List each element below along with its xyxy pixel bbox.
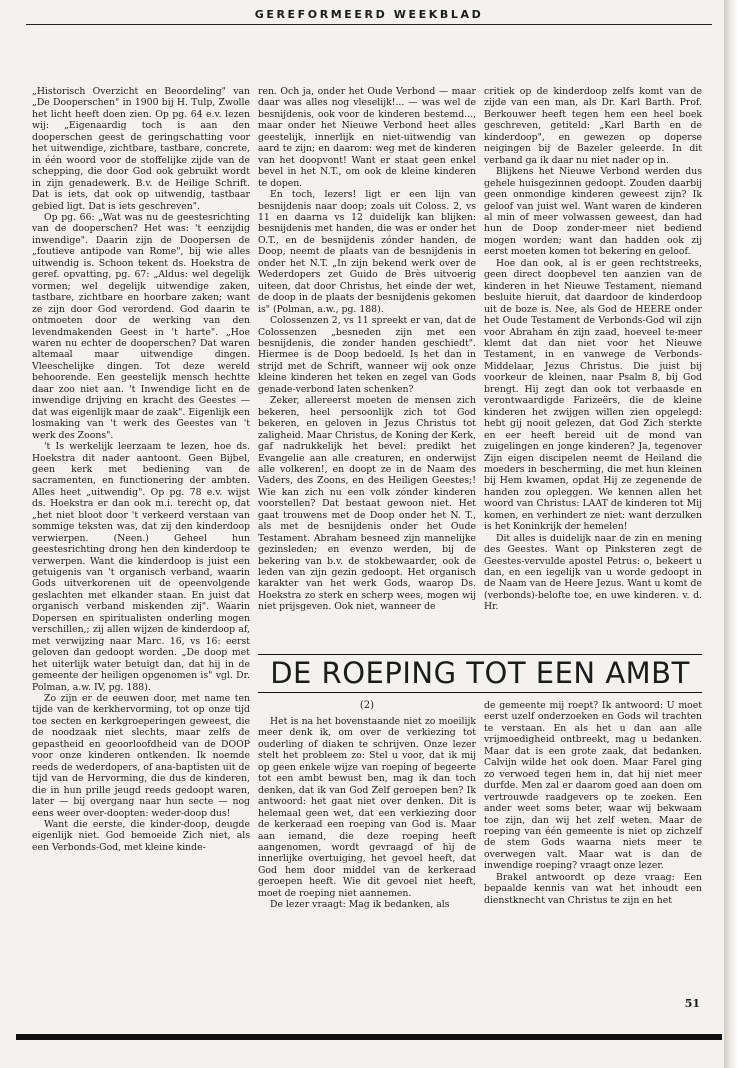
paragraph: Hoe dan ook, al is er geen rechtstreeks, geen direct doopbevel ten aanzien van de kinderen in het Nieuwe Testament, niemand besluite hieruit, dat daardoor de kinderdoop uit de boze is. Nee, als God de HEERE onder het Oude Testament de Verbonds-God wil zijn voor Abraham én zijn zaad, hoeveel te-meer klemt dat dan niet voor het Nieuwe Testament, in en vanwege de Verbonds-Middelaar, Jezus Christus. Die juist bij voorkeur de kleinen, naar Psalm 8, bij God brengt. Hij zegt dan ook tot verbaasde en verontwaardigde Farizeërs, die de kleine kinderen het zwijgen willen zien opgelegd: hebt gij nooit gelezen, dat God Zich sterkte en eer heeft bereid uit de mond van zuigelingen en jonge kinderen? Ja, tegenover Zijn eigen discipelen neemt de Heiland die moeders in bescherming, die met hun kleinen bij Hem kwamen, opdat Hij ze zegenende de handen zou opleggen. We kennen allen het woord van Christus: LAAT de kinderen tot Mij komen, en verhindert ze niet: want derzulken is het Koninkrijk der hemelen! bbox=[484, 257, 702, 533]
paragraph: Het is na het bovenstaande niet zo moeilijk meer denk ik, om over de verkiezing tot ouderling of diaken te schrijven. Onze lezer stelt het probleem zo: Stel u voor, dat ik mij op geen enkele wijze van roeping of begeerte tot een ambt bewust ben, mag ik dan toch denken, dat ik van God Zelf geroepen ben? Ik antwoord: het gaat niet over denken. Dit is helemaal geen wet, dat een verkiezing door de kerkeraad een roeping van God is. Maar aan iemand, die deze roeping heeft aangenomen, wordt gevraagd of hij de innerlijke overtuiging, het gevoel heeft, dat God hem door middel van de kerkeraad geroepen heeft. Wie dit gevoel niet heeft, moet de roeping niet aannemen. bbox=[258, 716, 476, 899]
paragraph: „Historisch Overzicht en Beoordeling" van „De Dooperschen" in 1900 bij H. Tulp, Zwolle het licht heeft doen zien. Op pg. 64 e.v. lezen wij: „Eigenaardig toch is aan den dooperschen geest de geringschatting voor het uitwendige, zichtbare, tastbare, concrete, in één woord voor de stoffelijke zijde van de schepping, die door God ook gebruikt wordt in zijn genadewerk. B.v. de Heilige Schrift. Dat is iets, dat ook op uitwendig, tastbaar gebied ligt. Dat is iets geschreven". bbox=[32, 86, 250, 212]
article-number: (2) bbox=[359, 700, 375, 711]
paragraph: critiek op de kinderdoop zelfs komt van de zijde van een man, als Dr. Karl Barth. Prof. Berkouwer heeft tegen hem een heel boek geschreven, getiteld: „Karl Barth en de kinderdoop", en gewezen op doperse neigingen bij de Bazeler geleerde. In dit verband ga ik daar nu niet nader op in. bbox=[484, 86, 702, 166]
paragraph: Brakel antwoordt op deze vraag: Een bepaalde kennis van wat het inhoudt een dienstknecht van Christus te zijn en het bbox=[484, 871, 702, 906]
paragraph: Blijkens het Nieuwe Verbond werden dus gehele huisgezinnen gedoopt. Zouden daarbij geen onmondige kinderen geweest zijn? Ik geloof van juist wel. Want waren de kinderen al min of meer volwassen geweest, dan had hun de Doop zonder-meer niet bediend mogen worden; want dan hadden ook zij eerst moeten komen tot bekering en geloof. bbox=[484, 166, 702, 258]
column-1 bbox=[32, 86, 250, 853]
paragraph: Colossenzen 2, vs 11 spreekt er van, dat de Colossenzen „besneden zijn met een besnijdenis, die zonder handen geschiedt". Hiermee is de Doop bedoeld. Is het dan in strijd met de Schrift, wanneer wij ook onze kleine kinderen het teken en zegel van Gods genade-verbond laten schenken? bbox=[258, 315, 476, 395]
paragraph bbox=[484, 533, 702, 613]
article-column-right bbox=[484, 700, 702, 906]
paragraph-text: Dit alles is duidelijk naar de zin en mening des Geestes. Want op Pinksteren zegt de Geestes-vervulde apostel Petrus: o, bekeert u dan, en een iegelijk van u worde gedoopt in de Naam van de Heere Jezus. Want u komt de (verbonds)-belofte toe, en uwe kinderen. bbox=[484, 532, 702, 601]
paragraph: de gemeente mij roept? Ik antwoord: U moet eerst uzelf onderzoeken en Gods wil trachten te verstaan. En als het u dan aan alle vrijmoedigheid ontbreekt, mag u bedanken. Maar dat is een grote zaak, dat bedanken. Calvijn wilde het ook doen. Maar Farel ging zo verwoed tegen hem in, dat hij niet meer durfde. Men zal er daarom goed aan doen om vertrouwde raadgevers op te zoeken. Een ander weet soms beter, waar wij bekwaam toe zijn, dan wij het zelf weten. Maar de roeping van één gemeente is niet op zichzelf de stem Gods waarna niets meer te overwegen valt. Maar wat is dan de inwendige roeping? vraagt onze lezer. bbox=[484, 700, 702, 872]
paragraph: ren. Och ja, onder het Oude Verbond — maar daar was alles nog vleselijk!... — was wel de besnijdenis, ook voor de kinderen bestemd..., maar onder het Nieuwe Verbond heet alles geestelijk, innerlijk en niet-uitwendig van aard te zijn; en daarom: weg met de kinderen van het doopvont! Want er staat geen enkel bevel in het N.T., om ook de kleine kinderen te dopen. bbox=[258, 86, 476, 189]
paragraph: Zeker, allereerst moeten de mensen zich bekeren, heel persoonlijk zich tot God bekeren, en geloven in Jezus Christus tot zaligheid. Maar Christus, de Koning der Kerk, gaf nadrukkelijk het bevel: predikt het Evangelie aan alle creaturen, en onderwijst alle volkeren!, en doopt ze in de Naam des Vaders, des Zoons, en des Heiligen Geestes;! Wie kan zich nu een volk zónder kinderen voorstellen? Dat bestaat gewoon niet. Het gaat trouwens met de Doop onder het N. T., als met de besnijdenis onder het Oude Testament. Abraham besneed zijn mannelijke gezinsleden; en evenzo werden, bij de bekering van b.v. de stokbewaarder, ook de leden van zijn gezin gedoopt. Het organisch karakter van het werk Gods, waarop Ds. Hoekstra zo sterk en scherp wees, mogen wij niet prijsgeven. Ook niet, wanneer de bbox=[258, 395, 476, 613]
paragraph: Op pg. 66: „Wat was nu de geestesrichting van de dooperschen? Het was: 't eenzijdig inwendige". Daarin zijn de Doopersen de „foutieve antipode van Rome", bij wie alles uitwendig is. Schoon tekent ds. Hoekstra de geref. opvatting, pg. 67: „Aldus: wel degelijk vormen; wel degelijk uitwendige zaken, tastbare, zichtbare en hoorbare zaken; want ze zijn door God verordend. God daarin te ontmoeten door de werking van den levendmakenden Geest in 't harte". „Hoe waren nu echter de dooperschen? Dat waren altemaal maar uitwendige dingen. Vleeschelijke dingen. Tot deze wereld behoorende. Een geestelijk mensch hechtte daar zoo niet aan. 't Inwendige licht en de inwendige drijving en kracht des Geestes — dat was eigenlijk maar de zaak". Eigenlijk een losmaking van 't werk des Geestes van 't werk des Zoons". bbox=[32, 211, 250, 441]
title-rule-top bbox=[258, 654, 702, 655]
bottom-rule bbox=[16, 1034, 722, 1040]
title-rule-bottom bbox=[258, 692, 702, 693]
paragraph: En toch, lezers! ligt er een lijn van besnijdenis naar doop; zoals uit Coloss. 2, vs 11 en daarna vs 12 duidelijk kan blijken: besnijdenis met handen, die was er onder het O.T., en de besnijdenis zónder handen, de Doop, neemt de plaats van de besnijdenis in onder het N.T. „In zijn bekend werk over de Wederdopers zet Guido de Brès uitvoerig uiteen, dat door Christus, het einde der wet, de doop in de plaats der besnijdenis gekomen is" (Polman, a.w., pg. 188). bbox=[258, 189, 476, 315]
paragraph: 't Is werkelijk leerzaam te lezen, hoe ds. Hoekstra dit nader aantoont. Geen Bijbel, geen kerk met bediening van de sacramenten, en functionering der ambten. Alles heet „uitwendig". Op pg. 78 e.v. wijst ds. Hoekstra er dan ook m.i. terecht op, dat „het niet bloot door 't verkeerd verstaan van sommige teksten was, dat zij den kinderdoop verwierpen. (Neen.) Geheel hun geestesrichting drong hen den kinderdoop te verwerpen. Want die kinderdoop is juist een getuigenis van 't organisch verband, waarin Gods uitverkorenen uit de opeenvolgende geslachten met elkander staan. En juist dat organisch verband miskenden zij". Waarin Dopersen en spiritualisten onderling mogen verschillen,; zij allen wijzen de kinderdoop af, met verwijzing naar Marc. 16, vs 16: eerst geloven dan gedoopt worden. „De doop met het uiterlijk water betuigt dan, dat hij in de gemeente der heiligen opgenomen is" vgl. Dr. Polman, a.w. IV, pg. 188). bbox=[32, 441, 250, 693]
header-rule bbox=[26, 24, 712, 25]
article-title: DE ROEPING TOT EEN AMBT bbox=[270, 656, 690, 690]
paragraph: Zo zijn er de eeuwen door, met name ten tijde van de kerkhervorming, tot op onze tijd toe secten en kerkgroeperingen geweest, die de noodzaak niet slechts, maar zelfs de gepastheid en geoorloofdheid van de DOOP voor onze kinderen ontkenden. Ik noemde reeds de wederdopers, of ana-baptisten uit de tijd van de Hervorming, die dus de kinderen, die in hun prille jeugd reeds gedoopt waren, later — bij overgang naar hun secte — nog eens weer over-doopten: weder-doop dus! bbox=[32, 693, 250, 819]
page-edge bbox=[724, 0, 738, 1068]
column-3 bbox=[484, 86, 702, 613]
column-2 bbox=[258, 86, 476, 613]
paragraph: De lezer vraagt: Mag ik bedanken, als bbox=[270, 899, 450, 911]
page-header: GEREFORMEERD WEEKBLAD bbox=[254, 8, 484, 21]
article-column-left bbox=[258, 716, 476, 911]
author-signature: v. d. Hr. bbox=[484, 589, 702, 613]
page-number: 51 bbox=[684, 997, 700, 1010]
paragraph: Want die eerste, die kinder-doop, deugde eigenlijk niet. God bemoeide Zich niet, als een Verbonds-God, met kleine kinde- bbox=[32, 819, 250, 853]
